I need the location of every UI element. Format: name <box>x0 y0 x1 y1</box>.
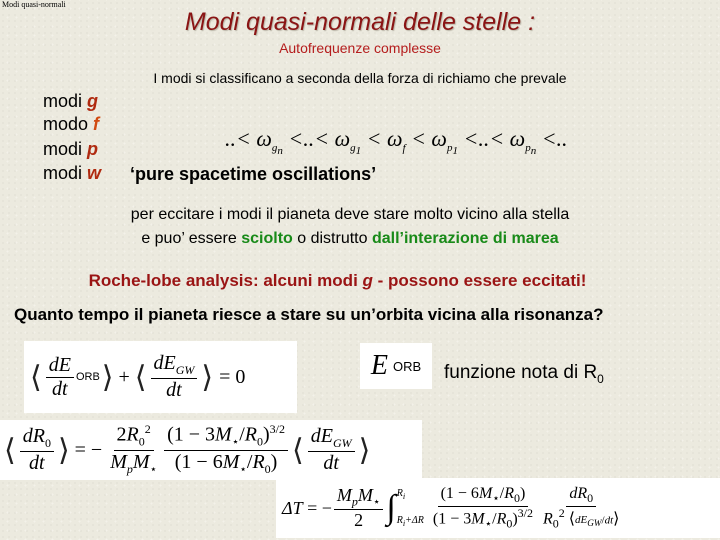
mode-letter: w <box>87 163 102 183</box>
paragraph-line-2 <box>0 230 700 248</box>
eorb-symbol: E ORB <box>360 343 432 389</box>
mode-w <box>43 163 101 184</box>
pure-spacetime-label: ‘pure spacetime oscillations’ <box>130 164 377 184</box>
text: funzione nota di R <box>444 362 598 383</box>
frequency-ordering: ..< $\omega_{g_n}$ <..< $\omega_{g_1} < \omega_f < \omega_{p_1}$ <..< $\omega_{p_n}$ <.. <box>225 126 568 158</box>
sciolto-highlight: sciolto <box>241 230 293 247</box>
mode-prefix: modo <box>43 114 89 134</box>
page-title: Modi quasi-normali delle stelle : <box>184 8 536 36</box>
mode-prefix: modi <box>43 163 83 183</box>
function-note <box>444 362 604 386</box>
eorb-superscript: ORB <box>392 358 422 374</box>
page-subtitle: Autofrequenze complesse <box>279 40 441 56</box>
mode-p <box>43 139 98 160</box>
mode-letter: g <box>362 271 373 290</box>
radius-evolution-equation: ⟨ $\frac{dR_0}{dt}$ ⟩ = − $\frac{2R_0^2}{M_pM_⋆}$ $\frac{(1 - 3M_⋆/R_0)^{3/2}}{(1 - 6M_⋆/R_0)}$ ⟨ $\frac{dE_{GW}}{dt}$ ⟩ <box>0 420 422 480</box>
text: e puo’ essere <box>141 230 242 247</box>
tidal-interaction-highlight: dall’interazione di marea <box>371 230 559 247</box>
text: - possono essere eccitati! <box>372 271 587 290</box>
mode-g <box>43 91 98 112</box>
mode-letter: p <box>87 139 99 159</box>
resonance-time-equation: ΔT = − $\frac{M_pM_⋆}{2}$ ∫ $R_i$ $R_i+\Delta R$ $\frac{(1 - 6M_⋆/R_0)}{(1 - 3M_⋆/R_0)^{3/2}}$ $\frac{dR_0}{R_0^2 ⟨dE_{GW}/dt⟩}$ <box>276 478 720 538</box>
mode-letter: f <box>93 114 100 134</box>
mode-f <box>43 114 99 135</box>
text: o distrutto <box>292 230 372 247</box>
roche-lobe-line <box>0 271 675 291</box>
question-line: Quanto tempo il pianeta riesce a stare su un’orbita vicina alla risonanza? <box>14 305 604 324</box>
mode-prefix: modi <box>43 139 83 159</box>
mode-prefix: modi <box>43 91 83 111</box>
mode-letter: g <box>87 91 99 111</box>
energy-balance-equation: ⟨ $\frac{dE}{dt}$ ORB ⟩ + ⟨ $\frac{dE_{GW}}{dt}$ ⟩ = 0 <box>24 341 297 413</box>
paragraph-line-1: per eccitare i modi il pianeta deve stare molto vicino alla stella <box>130 206 570 223</box>
corner-label: Modi quasi-normali <box>2 0 66 9</box>
text: Roche-lobe analysis: alcuni modi <box>88 271 363 290</box>
classification-line: I modi si classificano a seconda della forza di richiamo che prevale <box>153 70 567 86</box>
subscript: 0 <box>597 371 604 386</box>
